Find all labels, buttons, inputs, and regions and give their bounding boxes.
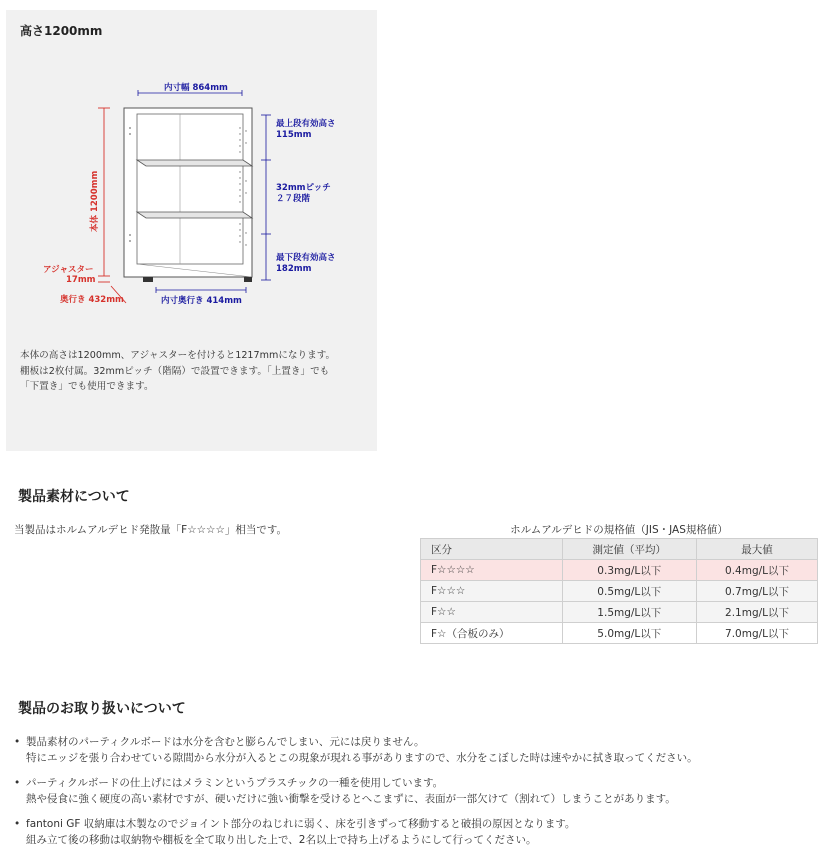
bullet-icon: • [14, 818, 21, 830]
adjuster-height-label: 17mm [66, 275, 96, 285]
table-header-row [421, 539, 818, 560]
shelf-cabinet-drawing [124, 108, 252, 282]
body-height-label: 本体 1200mm [90, 170, 100, 232]
table-cell: 2.1mg/L以下 [697, 602, 818, 623]
depth-label: 奥行き 432mm [60, 295, 124, 305]
pitch-label-2: ２７段階 [276, 194, 311, 204]
pitch-label-1: 32mmピッチ [276, 183, 331, 193]
inner-depth-label: 内寸奥行き 414mm [161, 296, 242, 306]
table-cell: 0.4mg/L以下 [697, 560, 818, 581]
list-item-line: 組み立て後の移動は収納物や棚板を全て取り出した上で、2名以上で持ち上げるようにして行ってください。 [26, 833, 537, 846]
list-item [14, 735, 824, 766]
handling-list [14, 735, 824, 858]
list-item-line: 熱や侵食に強く硬度の高い素材ですが、硬いだけに強い衝撃を受けるとへこまずに、表面が一部欠けて（割れて）しまうことがあります。 [26, 792, 676, 805]
table-cell: 1.5mg/L以下 [562, 602, 696, 623]
inner-width-label: 内寸幅 864mm [164, 83, 228, 93]
spec-note [20, 348, 370, 395]
list-item-line: パーティクルボードの仕上げにはメラミンというプラスチックの一種を使用しています。 [26, 777, 444, 789]
table-row [421, 560, 818, 581]
table-cell: 0.5mg/L以下 [562, 581, 696, 602]
table-header-cell: 区分 [421, 539, 563, 560]
table-row [421, 602, 818, 623]
table-cell: F☆☆☆☆ [421, 560, 563, 581]
list-item [14, 776, 824, 807]
handling-section-heading: 製品のお取り扱いについて [18, 701, 186, 717]
table-caption: ホルムアルデヒドの規格値（JIS・JAS規格値） [510, 524, 728, 536]
material-section-heading: 製品素材について [18, 489, 130, 505]
spec-panel [6, 10, 377, 451]
list-item-line: 製品素材のパーティクルボードは水分を含むと膨らんでしまい、元には戻りません。 [26, 736, 425, 748]
spec-title: 高さ1200mm [20, 24, 103, 38]
table-cell: F☆☆☆ [421, 581, 563, 602]
material-statement: 当製品はホルムアルデヒド発散量「F☆☆☆☆」相当です。 [14, 524, 288, 536]
formaldehyde-table [420, 538, 818, 644]
table-cell: 5.0mg/L以下 [562, 623, 696, 644]
table-header-cell: 最大値 [697, 539, 818, 560]
bottom-shelf-height-label-2: 182mm [276, 264, 312, 274]
top-shelf-height-label-2: 115mm [276, 130, 312, 140]
spec-note-line: 棚板は2枚付属。32mmピッチ（階隔）で設置できます。「上置き」でも [20, 365, 330, 377]
spec-note-line: 本体の高さは1200mm、アジャスターを付けると1217mmになります。 [20, 350, 336, 361]
shelf-dimension-diagram [6, 10, 377, 340]
table-cell: 0.7mg/L以下 [697, 581, 818, 602]
bottom-shelf-height-label-1: 最下段有効高さ [276, 253, 336, 263]
list-item-line: fantoni GF 収納庫は木製なのでジョイント部分のねじれに弱く、床を引きずって移動すると破損の原因となります。 [26, 818, 576, 830]
table-header-cell: 測定値（平均） [562, 539, 696, 560]
table-row [421, 581, 818, 602]
list-item-line: 特にエッジを張り合わせている隙間から水分が入るとこの現象が現れる事がありますので、水分をこぼした時は速やかに拭き取ってください。 [26, 751, 698, 764]
table-cell: F☆☆ [421, 602, 563, 623]
bullet-icon: • [14, 736, 21, 748]
table-cell: 7.0mg/L以下 [697, 623, 818, 644]
table-cell: 0.3mg/L以下 [562, 560, 696, 581]
table-row [421, 623, 818, 644]
table-cell: F☆（合板のみ） [421, 623, 563, 644]
top-shelf-height-label-1: 最上段有効高さ [276, 119, 336, 129]
spec-note-line: 「下置き」でも使用できます。 [20, 381, 154, 392]
list-item [14, 817, 824, 848]
adjuster-label: アジャスター [43, 265, 94, 275]
bullet-icon: • [14, 777, 21, 789]
